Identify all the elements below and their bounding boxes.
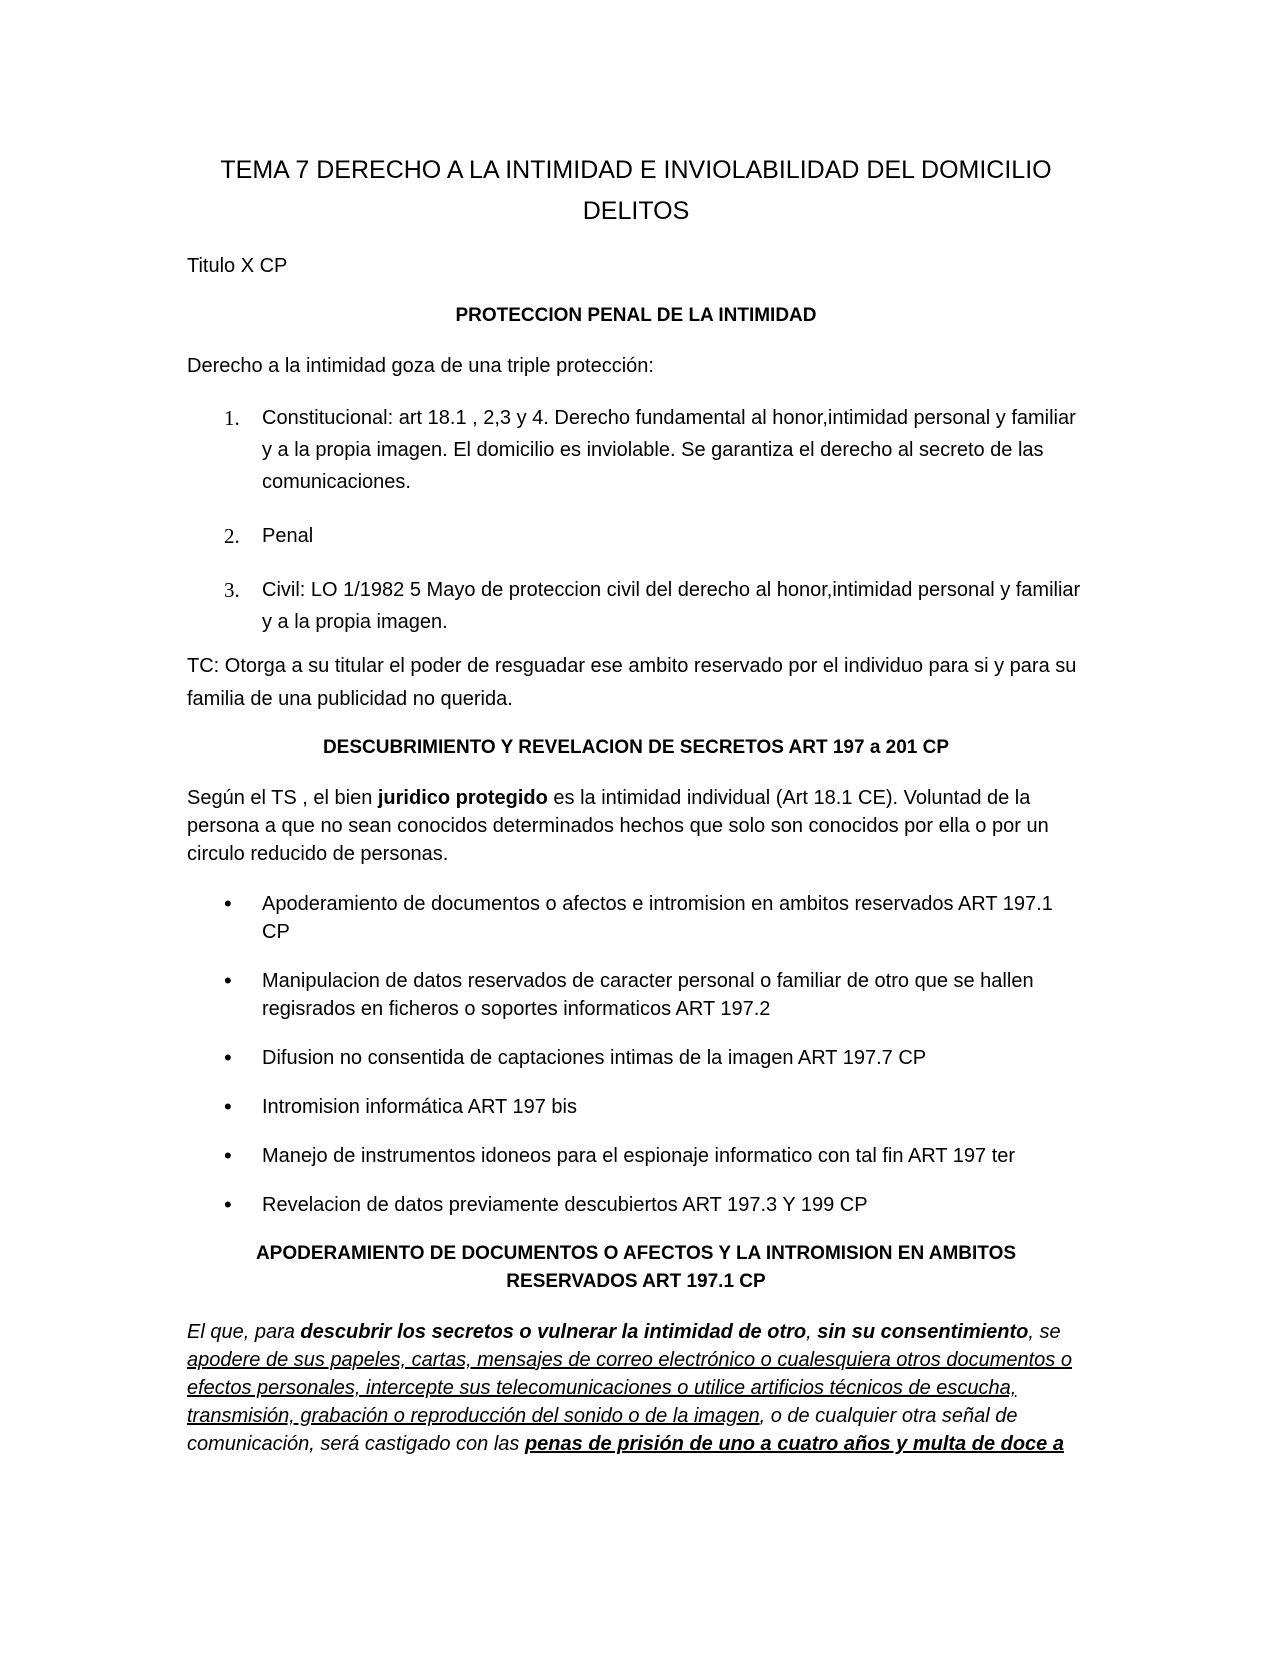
- quote-bold-1: descubrir los secretos o vulnerar la intimidad de otro: [300, 1321, 807, 1343]
- quote-bold-underline: penas de prisión de uno a cuatro años y multa de doce a: [524, 1433, 1064, 1455]
- quote-part-2: ,: [806, 1321, 818, 1343]
- list-item-text: Constitucional: art 18.1 , 2,3 y 4. Derecho fundamental al honor,intimidad personal y familiar y a la propia imagen. El domicilio es inviolable. Se garantiza el derecho al secreto de las comunicaciones.: [262, 407, 1076, 493]
- bullet-text: Manejo de instrumentos idoneos para el espionaje informatico con tal fin ART 197 ter: [262, 1145, 1016, 1167]
- bullet-text: Revelacion de datos previamente descubiertos ART 197.3 Y 199 CP: [262, 1194, 868, 1216]
- heading-descubrimiento: DESCUBRIMIENTO Y REVELACION DE SECRETOS ART 197 a 201 CP: [322, 737, 950, 758]
- list-item: [187, 520, 1085, 552]
- document-title: [187, 150, 1085, 232]
- bullet-item: [187, 1044, 1085, 1072]
- list-number: 2.: [224, 524, 240, 548]
- ts-text-bold: juridico protegido: [377, 787, 548, 809]
- subtitle: Titulo X CP: [187, 255, 288, 277]
- title-line-1: TEMA 7 DERECHO A LA INTIMIDAD E INVIOLABILIDAD DEL DOMICILIO: [220, 156, 1052, 184]
- heading3-line-2: RESERVADOS ART 197.1 CP: [506, 1271, 766, 1292]
- bullet-icon: •: [224, 1192, 232, 1217]
- bullet-text: Apoderamiento de documentos o afectos e intromision en ambitos reservados ART 197.1 CP: [262, 893, 1053, 943]
- bullet-text: Intromision informática ART 197 bis: [262, 1096, 577, 1118]
- heading-apoderamiento: [187, 1240, 1085, 1296]
- ts-paragraph: [187, 784, 1085, 868]
- bullet-icon: •: [224, 968, 232, 993]
- quote-part-3: , se: [1028, 1321, 1061, 1343]
- list-item-text: Penal: [262, 525, 314, 547]
- quote-underline-1: apodere de sus papeles, cartas, mensajes de correo electrónico o cualesquiera otros documentos o efectos personales, intercepte sus telecomunicaciones o utilice artificios técnicos de escucha, transmisión, grabación o reproducción del sonido o de la imagen: [187, 1349, 1072, 1427]
- tc-paragraph: TC: Otorga a su titular el poder de resguadar ese ambito reservado por el individuo para si y para su familia de una publicidad no querida.: [187, 655, 1077, 710]
- bullet-item: [187, 1191, 1085, 1219]
- list-item: [187, 574, 1085, 638]
- quote-part-1: El que, para: [187, 1321, 301, 1343]
- list-item-text: Civil: LO 1/1982 5 Mayo de proteccion civil del derecho al honor,intimidad personal y familiar y a la propia imagen.: [262, 579, 1081, 633]
- bullet-item: [187, 967, 1085, 1023]
- heading-proteccion-penal: PROTECCION PENAL DE LA INTIMIDAD: [455, 305, 817, 326]
- bullet-icon: •: [224, 1045, 232, 1070]
- bullet-icon: •: [224, 1143, 232, 1168]
- ts-text-pre: Según el TS , el bien: [187, 787, 378, 809]
- bullet-text: Difusion no consentida de captaciones intimas de la imagen ART 197.7 CP: [262, 1047, 927, 1069]
- bullet-item: [187, 1093, 1085, 1121]
- heading3-line-1: APODERAMIENTO DE DOCUMENTOS O AFECTOS Y LA INTROMISION EN AMBITOS: [255, 1243, 1017, 1264]
- ts-text-post: es la intimidad individual (Art 18.1 CE). Voluntad de la persona a que no sean conocidos determinados hechos que solo son conocidos por ella o por un circulo reducido de personas.: [187, 787, 1049, 865]
- bullet-text: Manipulacion de datos reservados de caracter personal o familiar de otro que se hallen regisrados en ficheros o soportes informaticos ART 197.2: [262, 970, 1034, 1020]
- quote-part-4: , o de cualquier otra señal de comunicación, será castigado con las: [187, 1405, 1018, 1455]
- bullet-list: [187, 890, 1085, 1219]
- legal-quote: [187, 1318, 1085, 1458]
- list-number: 3.: [224, 578, 240, 602]
- title-line-2: DELITOS: [582, 197, 690, 225]
- intro-paragraph: Derecho a la intimidad goza de una triple protección:: [187, 355, 654, 377]
- quote-bold-2: sin su consentimiento: [817, 1321, 1029, 1343]
- bullet-icon: •: [224, 891, 232, 916]
- bullet-item: [187, 1142, 1085, 1170]
- numbered-list: [187, 402, 1085, 638]
- list-item: [187, 402, 1085, 498]
- bullet-item: [187, 890, 1085, 946]
- list-number: 1.: [224, 406, 240, 430]
- bullet-icon: •: [224, 1094, 232, 1119]
